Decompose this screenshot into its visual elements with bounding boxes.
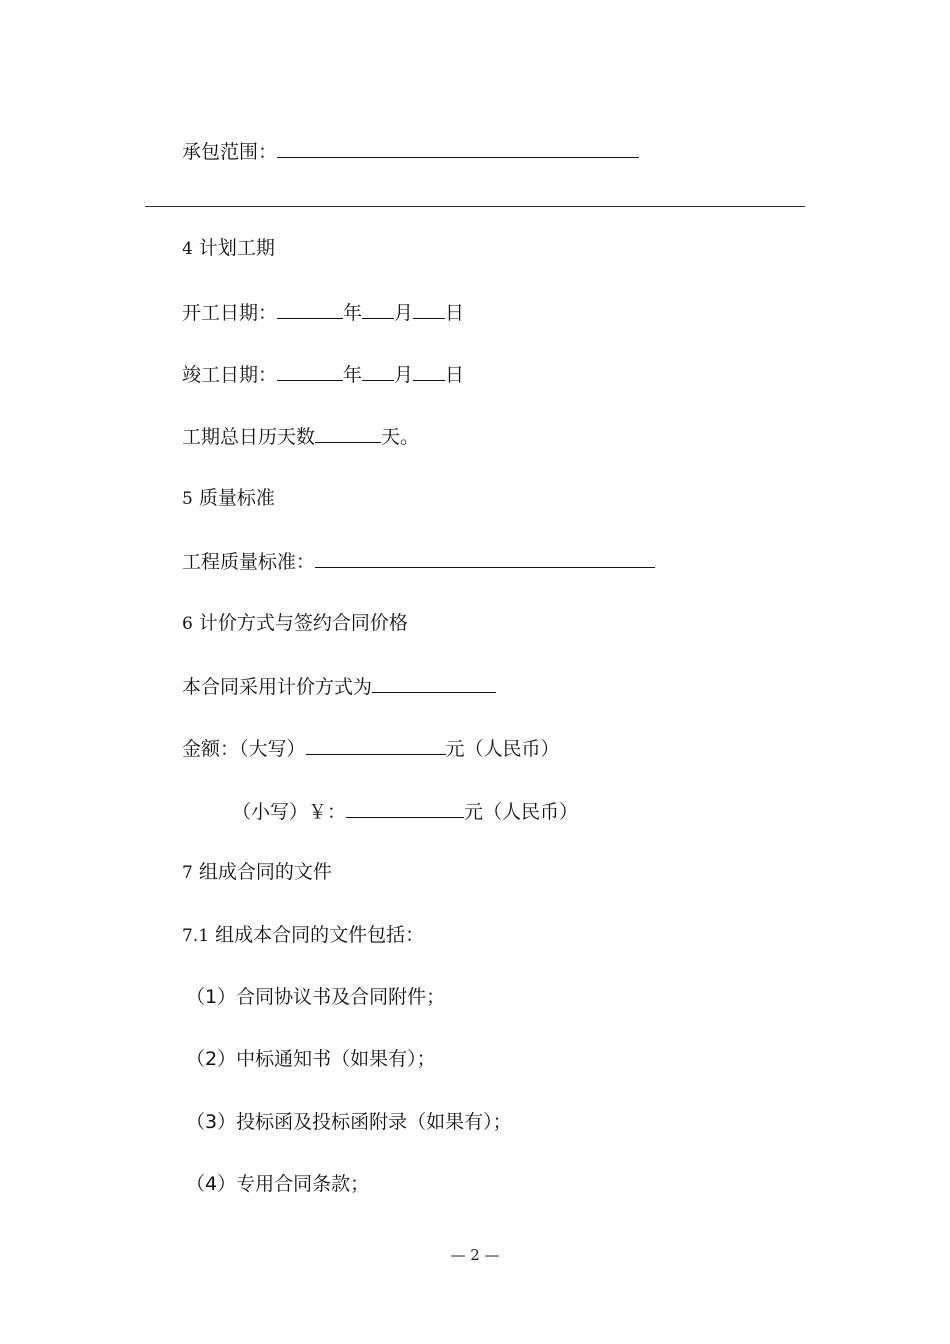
small-amount-unit: 元（人民币）	[464, 801, 579, 823]
amount-label: 金额：（大写）	[182, 738, 306, 760]
scope-blank	[277, 137, 639, 158]
section-5-heading	[182, 485, 275, 512]
month-label: 月	[394, 302, 414, 324]
list-item	[186, 984, 445, 1010]
end-year-blank	[277, 360, 343, 381]
quality-blank	[315, 547, 655, 568]
start-year-blank	[277, 298, 343, 319]
list-item-text: 专用合同条款；	[236, 1173, 370, 1195]
list-item-number: （4）	[186, 1173, 237, 1195]
year-label: 年	[343, 364, 363, 386]
section-7-number: 7	[182, 863, 193, 883]
section-4-title: 计划工期	[198, 237, 275, 259]
list-item-number: （2）	[186, 1048, 237, 1070]
start-month-blank	[362, 298, 394, 319]
total-days-unit: 天。	[381, 426, 420, 448]
pricing-line	[182, 672, 496, 700]
quality-line	[182, 547, 655, 575]
end-month-blank	[362, 360, 394, 381]
day-label: 日	[445, 302, 465, 324]
list-item-number: （1）	[186, 986, 237, 1008]
small-amount-line	[232, 797, 578, 825]
list-item-text: 合同协议书及合同附件；	[236, 986, 446, 1008]
section-7-heading	[182, 859, 332, 886]
start-date-label: 开工日期：	[182, 302, 278, 324]
small-amount-label: （小写）￥：	[232, 801, 347, 823]
divider	[145, 206, 805, 207]
pricing-label: 本合同采用计价方式为	[182, 676, 373, 698]
page-number: — 2 —	[450, 1246, 500, 1264]
start-day-blank	[413, 298, 445, 319]
list-item	[186, 1171, 369, 1197]
list-item	[186, 1046, 436, 1072]
list-item-text: 中标通知书（如果有）；	[236, 1048, 436, 1070]
section-6-number: 6	[182, 614, 193, 634]
list-item-text: 投标函及投标函附录（如果有）；	[236, 1111, 512, 1133]
scope-label: 承包范围：	[182, 141, 278, 163]
section-4-heading	[182, 235, 275, 262]
section-6-title: 计价方式与签约合同价格	[198, 612, 408, 634]
end-date-line	[182, 360, 464, 388]
quality-label: 工程质量标准：	[182, 551, 316, 573]
section-5-title: 质量标准	[198, 487, 275, 509]
section-7-1-number: 7.1	[182, 926, 210, 946]
list-item-number: （3）	[186, 1111, 237, 1133]
total-days-label: 工期总日历天数	[182, 426, 316, 448]
amount-line	[182, 734, 560, 762]
total-days-line	[182, 422, 419, 450]
pricing-blank	[372, 672, 496, 693]
section-4-number: 4	[182, 239, 193, 259]
day-label: 日	[445, 364, 465, 386]
small-amount-blank	[346, 797, 464, 818]
end-day-blank	[413, 360, 445, 381]
amount-words-blank	[306, 734, 446, 755]
start-date-line	[182, 298, 464, 326]
end-date-label: 竣工日期：	[182, 364, 278, 386]
section-6-heading	[182, 610, 408, 637]
total-days-blank	[315, 422, 381, 443]
section-7-title: 组成合同的文件	[198, 861, 332, 883]
list-item	[186, 1109, 512, 1135]
month-label: 月	[394, 364, 414, 386]
amount-unit: 元（人民币）	[445, 738, 560, 760]
scope-line	[182, 137, 639, 165]
section-7-1-heading	[182, 922, 424, 949]
year-label: 年	[343, 302, 363, 324]
section-7-1-title: 组成本合同的文件包括：	[215, 924, 425, 946]
section-5-number: 5	[182, 489, 193, 509]
